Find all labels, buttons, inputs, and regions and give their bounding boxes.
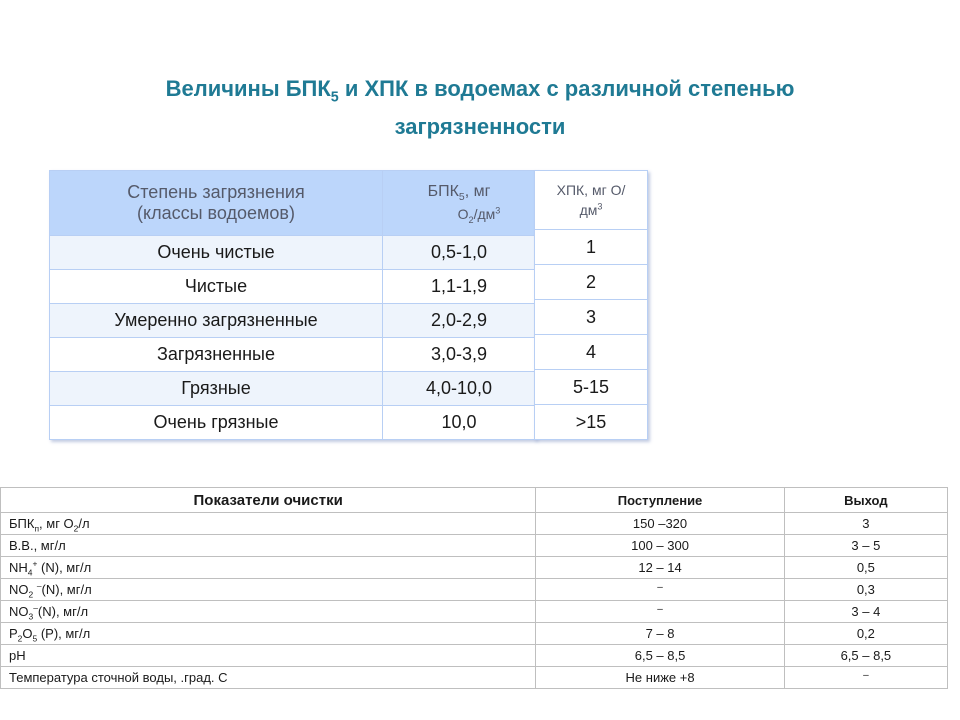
header-hpk	[535, 171, 648, 230]
input-dash: –	[657, 582, 663, 593]
cleaning-table	[0, 487, 948, 689]
degree-cell: Загрязненные	[50, 338, 383, 372]
bpk-cell: 1,1-1,9	[383, 270, 536, 304]
title-subscript: 5	[330, 89, 339, 106]
header-hpk-line1: ХПК, мг О/	[556, 182, 626, 198]
output-cell: 0,2	[784, 623, 947, 645]
bpk-unit-sup: 3	[495, 205, 501, 216]
indicator-cell	[1, 601, 536, 623]
bpk-cell: 4,0-10,0	[383, 372, 536, 406]
indicator-text: (N), мг/л	[37, 560, 92, 575]
cleaning-table-header	[1, 488, 948, 513]
indicator-cell	[1, 557, 536, 579]
hpk-cell: 2	[535, 265, 648, 300]
indicator-text: NO	[9, 582, 29, 597]
indicator-sub: 3	[28, 611, 34, 622]
table-row	[535, 370, 648, 405]
indicator-text: (P), мг/л	[37, 626, 91, 641]
indicator-text: (N), мг/л	[41, 582, 92, 597]
title-line-2: загрязненности	[394, 114, 566, 139]
header-bpk	[383, 171, 536, 236]
indicator-cell	[1, 623, 536, 645]
indicator-sub: 4	[27, 567, 33, 578]
page-title	[60, 70, 900, 146]
indicator-cell: Температура сточной воды, .град. С	[1, 667, 536, 689]
title-text-b: и ХПК в водоемах с различной степенью	[338, 76, 795, 101]
hpk-unit-sup: 3	[597, 201, 603, 212]
indicator-text: БПК	[9, 516, 35, 531]
header-output: Выход	[784, 488, 947, 513]
bpk-unit1: , мг	[464, 183, 491, 200]
table-row	[50, 372, 536, 406]
table-row	[1, 557, 948, 579]
hpk-table	[534, 170, 648, 440]
header-hpk-line2	[535, 200, 647, 220]
degree-cell: Очень грязные	[50, 406, 383, 440]
output-dash: –	[863, 670, 869, 681]
indicator-text: /л	[78, 516, 90, 531]
input-cell: 12 – 14	[536, 557, 784, 579]
indicator-cell: pH	[1, 645, 536, 667]
table-row	[535, 300, 648, 335]
header-degree-line2: (классы водоемов)	[137, 203, 295, 223]
hpk-cell: 4	[535, 335, 648, 370]
hpk-cell: 1	[535, 230, 648, 265]
table-row	[1, 623, 948, 645]
output-cell: 6,5 – 8,5	[784, 645, 947, 667]
pollution-table	[49, 170, 536, 440]
output-cell: 3	[784, 513, 947, 535]
input-dash: –	[657, 604, 663, 615]
table-row	[535, 230, 648, 265]
hpk-table-header	[535, 171, 648, 230]
hpk-unit: дм	[579, 202, 598, 218]
bpk-label: БПК	[427, 183, 459, 200]
bpk-cell: 10,0	[383, 406, 536, 440]
bpk-cell: 3,0-3,9	[383, 338, 536, 372]
bpk-unit-o: О	[457, 206, 469, 222]
degree-cell: Умеренно загрязненные	[50, 304, 383, 338]
output-cell	[784, 667, 947, 689]
bpk-unit-rest: /дм	[473, 206, 496, 222]
indicator-sub: 2	[73, 523, 79, 534]
table-row	[50, 236, 536, 270]
bpk-unit-sub: 2	[468, 214, 474, 225]
input-cell: Не ниже +8	[536, 667, 784, 689]
input-cell: 100 – 300	[536, 535, 784, 557]
header-degree	[50, 171, 383, 236]
table-row	[50, 270, 536, 304]
output-cell: 3 – 4	[784, 601, 947, 623]
header-degree-line1: Степень загрязнения	[127, 182, 305, 202]
header-input: Поступление	[536, 488, 784, 513]
indicator-sub: 2	[17, 633, 23, 644]
input-cell	[536, 601, 784, 623]
header-bpk-line1	[383, 181, 535, 203]
table-row	[535, 405, 648, 440]
output-cell: 0,5	[784, 557, 947, 579]
degree-cell: Очень чистые	[50, 236, 383, 270]
indicator-cell	[1, 579, 536, 601]
title-text-a: Величины БПК	[165, 76, 331, 101]
output-cell: 0,3	[784, 579, 947, 601]
input-cell: 150 –320	[536, 513, 784, 535]
hpk-cell: 5-15	[535, 370, 648, 405]
degree-cell: Грязные	[50, 372, 383, 406]
indicator-text: (N), мг/л	[37, 604, 89, 619]
table-row	[535, 335, 648, 370]
indicator-cell: В.В., мг/л	[1, 535, 536, 557]
bpk-sub: 5	[458, 192, 465, 204]
indicator-text: O	[22, 626, 33, 641]
indicator-cell	[1, 513, 536, 535]
table-row	[1, 601, 948, 623]
title-line-1	[60, 70, 900, 108]
header-bpk-line2	[383, 203, 535, 225]
table-row	[1, 579, 948, 601]
pollution-table-header	[50, 171, 536, 236]
indicator-text: NH	[9, 560, 28, 575]
bpk-cell: 2,0-2,9	[383, 304, 536, 338]
header-indicator: Показатели очистки	[1, 488, 536, 513]
table-row	[1, 513, 948, 535]
input-cell	[536, 579, 784, 601]
indicator-sub: 2	[28, 589, 34, 600]
hpk-cell: >15	[535, 405, 648, 440]
table-row	[1, 645, 948, 667]
table-row	[50, 304, 536, 338]
table-row	[50, 406, 536, 440]
input-cell: 6,5 – 8,5	[536, 645, 784, 667]
table-row	[50, 338, 536, 372]
table-row	[1, 667, 948, 689]
table-row	[535, 265, 648, 300]
bpk-cell: 0,5-1,0	[383, 236, 536, 270]
indicator-sub: 5	[32, 633, 38, 644]
table-row	[1, 535, 948, 557]
indicator-text: P	[9, 626, 18, 641]
indicator-sup: +	[32, 558, 38, 569]
indicator-sub: п	[34, 523, 40, 534]
indicator-text: , мг О	[39, 516, 74, 531]
input-cell: 7 – 8	[536, 623, 784, 645]
indicator-text: NO	[9, 604, 29, 619]
hpk-cell: 3	[535, 300, 648, 335]
degree-cell: Чистые	[50, 270, 383, 304]
output-cell: 3 – 5	[784, 535, 947, 557]
indicator-sup: –	[33, 602, 38, 613]
indicator-sup: –	[36, 580, 42, 591]
